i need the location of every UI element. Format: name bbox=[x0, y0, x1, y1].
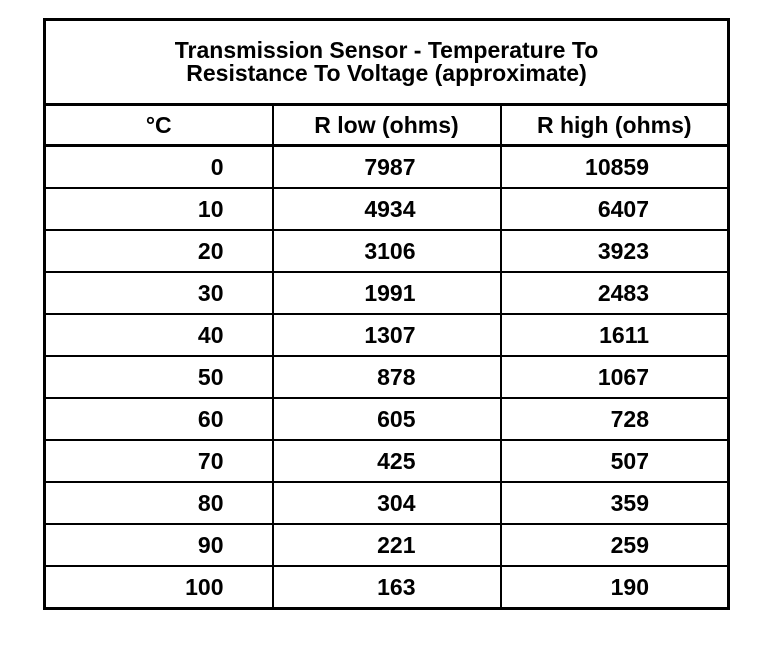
table-row bbox=[45, 356, 729, 398]
table-row bbox=[45, 146, 729, 189]
r-low-cell: 605 bbox=[273, 398, 501, 440]
temperature-cell: 20 bbox=[45, 230, 273, 272]
temperature-cell: 10 bbox=[45, 188, 273, 230]
r-low-cell: 1307 bbox=[273, 314, 501, 356]
temperature-cell: 30 bbox=[45, 272, 273, 314]
r-low-cell: 7987 bbox=[273, 146, 501, 189]
table-title-line-1: Transmission Sensor - Temperature To bbox=[174, 37, 599, 63]
r-low-cell: 878 bbox=[273, 356, 501, 398]
header-temperature: °C bbox=[45, 105, 273, 146]
table-row bbox=[45, 230, 729, 272]
temperature-cell: 80 bbox=[45, 482, 273, 524]
table-row bbox=[45, 188, 729, 230]
r-high-cell: 259 bbox=[501, 524, 729, 566]
r-high-cell: 190 bbox=[501, 566, 729, 609]
sensor-table bbox=[43, 18, 730, 610]
table-title-line-2: Resistance To Voltage (approximate) bbox=[186, 60, 587, 86]
r-high-cell: 10859 bbox=[501, 146, 729, 189]
r-low-cell: 4934 bbox=[273, 188, 501, 230]
temperature-cell: 60 bbox=[45, 398, 273, 440]
temperature-cell: 40 bbox=[45, 314, 273, 356]
r-low-cell: 221 bbox=[273, 524, 501, 566]
table-row bbox=[45, 482, 729, 524]
table-body bbox=[45, 146, 729, 609]
temperature-cell: 70 bbox=[45, 440, 273, 482]
table-row bbox=[45, 272, 729, 314]
title-row bbox=[45, 20, 729, 105]
temperature-cell: 50 bbox=[45, 356, 273, 398]
r-high-cell: 3923 bbox=[501, 230, 729, 272]
temperature-cell: 0 bbox=[45, 146, 273, 189]
r-high-cell: 2483 bbox=[501, 272, 729, 314]
table-row bbox=[45, 524, 729, 566]
header-r-high: R high (ohms) bbox=[501, 105, 729, 146]
r-high-cell: 1067 bbox=[501, 356, 729, 398]
r-high-cell: 507 bbox=[501, 440, 729, 482]
r-high-cell: 359 bbox=[501, 482, 729, 524]
table-row bbox=[45, 566, 729, 609]
table-row bbox=[45, 440, 729, 482]
table-row bbox=[45, 398, 729, 440]
table-title bbox=[45, 20, 729, 105]
r-high-cell: 6407 bbox=[501, 188, 729, 230]
header-row bbox=[45, 105, 729, 146]
r-low-cell: 304 bbox=[273, 482, 501, 524]
r-low-cell: 1991 bbox=[273, 272, 501, 314]
r-high-cell: 728 bbox=[501, 398, 729, 440]
r-high-cell: 1611 bbox=[501, 314, 729, 356]
table-row bbox=[45, 314, 729, 356]
r-low-cell: 425 bbox=[273, 440, 501, 482]
temperature-cell: 100 bbox=[45, 566, 273, 609]
r-low-cell: 163 bbox=[273, 566, 501, 609]
temperature-cell: 90 bbox=[45, 524, 273, 566]
header-r-low: R low (ohms) bbox=[273, 105, 501, 146]
r-low-cell: 3106 bbox=[273, 230, 501, 272]
